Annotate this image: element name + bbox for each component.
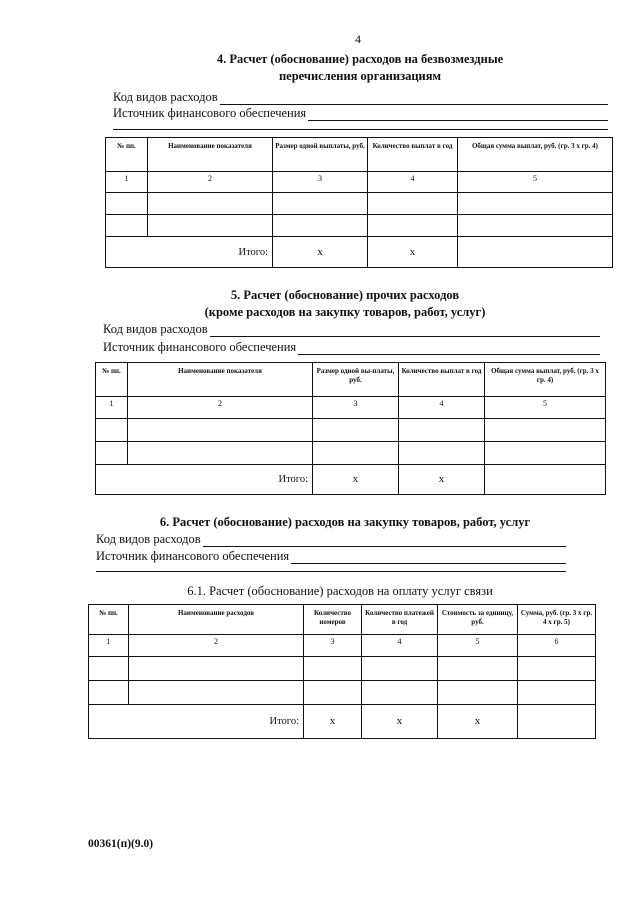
section6-num-1: 1 (89, 635, 129, 657)
section5-num-4: 4 (399, 397, 485, 419)
page-number: 4 (355, 32, 361, 46)
section5-total-x2: х (399, 465, 485, 495)
section6-table (88, 604, 596, 739)
section5-header-col4: Количество выплат в год (399, 363, 485, 397)
section6-code-line (203, 535, 566, 547)
section5-source-field (103, 340, 600, 355)
table-row (96, 419, 606, 442)
section6-source-label: Источник финансового обеспечения (96, 549, 290, 563)
section5-code-field (103, 322, 600, 337)
section5-number-row (96, 397, 606, 419)
section4-header-col3: Размер одной выплаты, руб. (273, 138, 368, 172)
section4-title-line2: перечисления организациям (278, 69, 442, 83)
section4-header-col5: Общая сумма выплат, руб. (гр. 3 х гр. 4) (458, 138, 613, 172)
section5-header-col2: Наименование показателя (128, 363, 313, 397)
section4-header-col4: Количество выплат в год (368, 138, 458, 172)
section6-header-col3: Количество номеров (304, 605, 362, 635)
section6-source-line (291, 552, 566, 564)
section4-num-3: 3 (273, 172, 368, 193)
section4-code-field (113, 90, 608, 105)
section5-total-label: Итого: (96, 465, 313, 495)
section5-title-line2: (кроме расходов на закупку товаров, работ, услуг) (204, 305, 486, 319)
section4-header-row (106, 138, 613, 172)
section6-header-col5: Стоимость за единицу, руб. (438, 605, 518, 635)
section6-total-row (89, 705, 596, 739)
section4-total-label: Итого: (106, 237, 273, 268)
section5-header-row (96, 363, 606, 397)
form-code-footer: 00361(п)(9.0) (88, 838, 154, 850)
section6-source-field (96, 549, 566, 564)
section6-source-extra-line (96, 570, 566, 572)
table-row (89, 657, 596, 681)
section6-header-col2: Наименование расходов (129, 605, 304, 635)
section6-num-2: 2 (129, 635, 304, 657)
section4-num-5: 5 (458, 172, 613, 193)
section6-code-label: Код видов расходов (96, 532, 201, 546)
section4-table (105, 137, 613, 268)
section5-source-line (298, 343, 600, 355)
section5-table (95, 362, 606, 495)
table-row (89, 681, 596, 705)
section4-num-1: 1 (106, 172, 148, 193)
section4-source-line (308, 109, 608, 121)
section5-num-5: 5 (485, 397, 606, 419)
section6-code-field (96, 532, 566, 547)
section6-num-4: 4 (362, 635, 438, 657)
section6-total-x1: х (304, 705, 362, 739)
section5-code-line (210, 325, 600, 337)
section6-header-col6: Сумма, руб. (гр. 3 х гр. 4 х гр. 5) (518, 605, 596, 635)
section4-source-label: Источник финансового обеспечения (113, 106, 307, 120)
table-row (96, 442, 606, 465)
section6-total-label: Итого: (89, 705, 304, 739)
table-row (106, 215, 613, 237)
section6-total-x3: х (438, 705, 518, 739)
section4-title-line1: 4. Расчет (обоснование) расходов на безвозмездные (216, 52, 504, 66)
section4-header-col2: Наименование показателя (148, 138, 273, 172)
section4-code-label: Код видов расходов (113, 90, 218, 104)
section5-title-line1: 5. Расчет (обоснование) прочих расходов (230, 288, 460, 302)
section6-num-5: 5 (438, 635, 518, 657)
section5-total-row (96, 465, 606, 495)
section4-code-line (220, 93, 608, 105)
section4-num-4: 4 (368, 172, 458, 193)
section6-num-3: 3 (304, 635, 362, 657)
section5-num-2: 2 (128, 397, 313, 419)
section4-total-x1: х (273, 237, 368, 268)
section4-header-col1: № пп. (106, 138, 148, 172)
section6-header-col1: № пп. (89, 605, 129, 635)
section4-total-row (106, 237, 613, 268)
section5-header-col1: № пп. (96, 363, 128, 397)
section6-number-row (89, 635, 596, 657)
section4-source-extra-line (113, 128, 608, 130)
section6-subtitle: 6.1. Расчет (обоснование) расходов на оплату услуг связи (187, 584, 493, 598)
section6-header-row (89, 605, 596, 635)
section4-num-2: 2 (148, 172, 273, 193)
section5-header-col5: Общая сумма выплат, руб. (гр. 3 х гр. 4) (485, 363, 606, 397)
section4-number-row (106, 172, 613, 193)
section5-header-col3: Размер одной вы-платы, руб. (313, 363, 399, 397)
section6-total-x2: х (362, 705, 438, 739)
section4-total-x2: х (368, 237, 458, 268)
section5-source-label: Источник финансового обеспечения (103, 340, 297, 354)
section5-total-x1: х (313, 465, 399, 495)
section6-num-6: 6 (518, 635, 596, 657)
table-row (106, 193, 613, 215)
section4-source-field (113, 106, 608, 121)
section5-num-3: 3 (313, 397, 399, 419)
section5-code-label: Код видов расходов (103, 322, 208, 336)
section6-title: 6. Расчет (обоснование) расходов на закупку товаров, работ, услуг (159, 515, 531, 529)
section5-num-1: 1 (96, 397, 128, 419)
section6-header-col4: Количество платежей в год (362, 605, 438, 635)
